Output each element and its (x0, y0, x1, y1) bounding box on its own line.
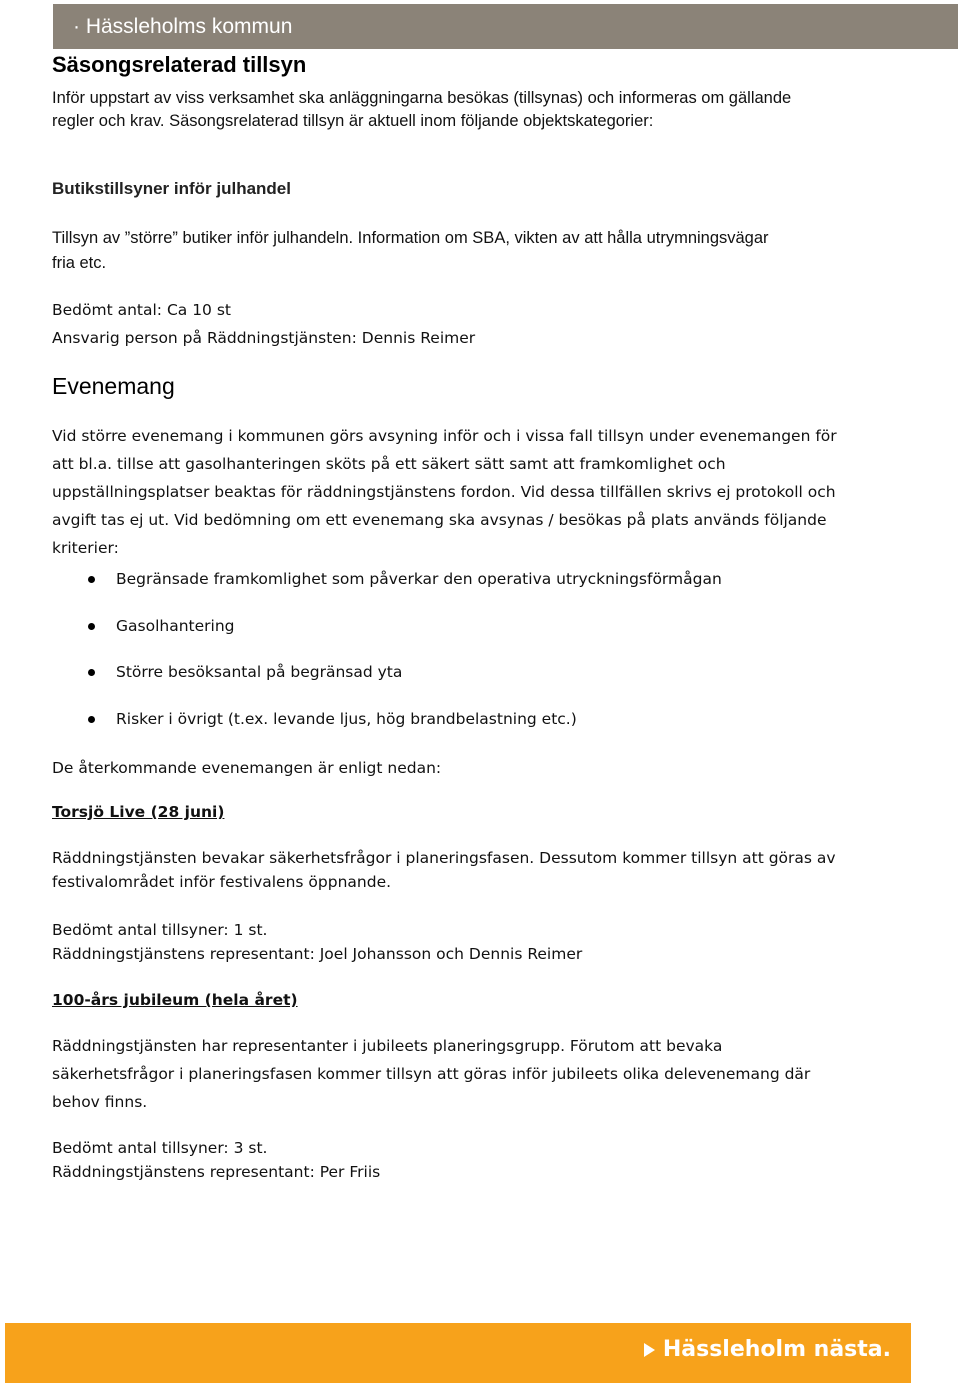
header-title: · Hässleholms kommun (73, 15, 293, 38)
evenemang-line-1: Vid större evenemang i kommunen görs avsyning inför och i vissa fall tillsyn under evenemangen för (52, 427, 837, 445)
bullet-icon (88, 623, 95, 630)
torsjo-heading: Torsjö Live (28 juni) (52, 803, 225, 821)
list-item (52, 612, 912, 659)
list-item (52, 658, 912, 705)
play-arrow-icon (644, 1343, 655, 1357)
intro-line-1: Inför uppstart av viss verksamhet ska anläggningarna besökas (tillsynas) och informeras om gällande (52, 89, 792, 107)
jubileum-heading: 100-års jubileum (hela året) (52, 991, 298, 1009)
list-item (52, 705, 912, 752)
bullet-icon (88, 669, 95, 676)
jubileum-line-1: Räddningstjänsten har representanter i jubileets planeringsgrupp. Förutom att bevaka (52, 1037, 723, 1055)
evenemang-line-5: kriterier: (52, 539, 119, 557)
footer-logo-text: Hässleholm nästa. (662, 1337, 891, 1362)
jubileum-antal: Bedömt antal tillsyner: 3 st. (52, 1139, 268, 1157)
jubileum-line-3: behov finns. (52, 1093, 148, 1111)
list-item-text: Risker i övrigt (t.ex. levande ljus, hög brandbelastning etc.) (116, 710, 577, 729)
butik-ansvarig: Ansvarig person på Räddningstjänsten: Dennis Reimer (52, 329, 476, 347)
list-item-text: Begränsade framkomlighet som påverkar den operativa utryckningsförmågan (116, 570, 722, 588)
butik-line-1: Tillsyn av ”större” butiker inför julhandeln. Information om SBA, vikten av att hålla utrymningsvägar (52, 229, 769, 247)
torsjo-rep: Räddningstjänstens representant: Joel Johansson och Dennis Reimer (52, 945, 583, 963)
recurring-intro: De återkommande evenemangen är enligt nedan: (52, 759, 442, 777)
list-item-text: Gasolhantering (116, 616, 235, 635)
torsjo-antal: Bedömt antal tillsyner: 1 st. (52, 921, 268, 939)
butik-line-2: fria etc. (52, 254, 107, 272)
torsjo-line-1: Räddningstjänsten bevakar säkerhetsfrågor i planeringsfasen. Dessutom kommer tillsyn att göras av (52, 849, 836, 867)
bullet-icon (88, 716, 95, 723)
list-item-text: Större besöksantal på begränsad yta (116, 663, 403, 682)
jubileum-rep: Räddningstjänstens representant: Per Friis (52, 1163, 381, 1181)
bullet-icon (88, 576, 95, 583)
evenemang-line-4: avgift tas ej ut. Vid bedömning om ett evenemang ska avsynas / besökas på plats används följande (52, 511, 827, 529)
page-title: Säsongsrelaterad tillsyn (52, 52, 307, 77)
torsjo-line-2: festivalområdet inför festivalens öppnande. (52, 873, 392, 891)
evenemang-heading: Evenemang (52, 373, 175, 399)
jubileum-line-2: säkerhetsfrågor i planeringsfasen kommer tillsyn att göras inför jubileets olika delevenemang där (52, 1065, 811, 1083)
list-item (52, 565, 912, 612)
intro-line-2: regler och krav. Säsongsrelaterad tillsyn är aktuell inom följande objektskategorier: (52, 112, 654, 130)
butik-antal: Bedömt antal: Ca 10 st (52, 301, 231, 319)
evenemang-line-3: uppställningsplatser beaktas för räddningstjänstens fordon. Vid dessa tillfällen skrivs ej protokoll och (52, 483, 836, 501)
footer-logo (644, 1337, 891, 1362)
header-bar (53, 4, 958, 49)
evenemang-line-2: att bl.a. tillse att gasolhanteringen sköts på ett säkert sätt samt att framkomlighet och (52, 455, 726, 473)
footer-bar (5, 1323, 911, 1383)
butik-heading: Butikstillsyner inför julhandel (52, 179, 291, 198)
criteria-list (52, 565, 912, 752)
